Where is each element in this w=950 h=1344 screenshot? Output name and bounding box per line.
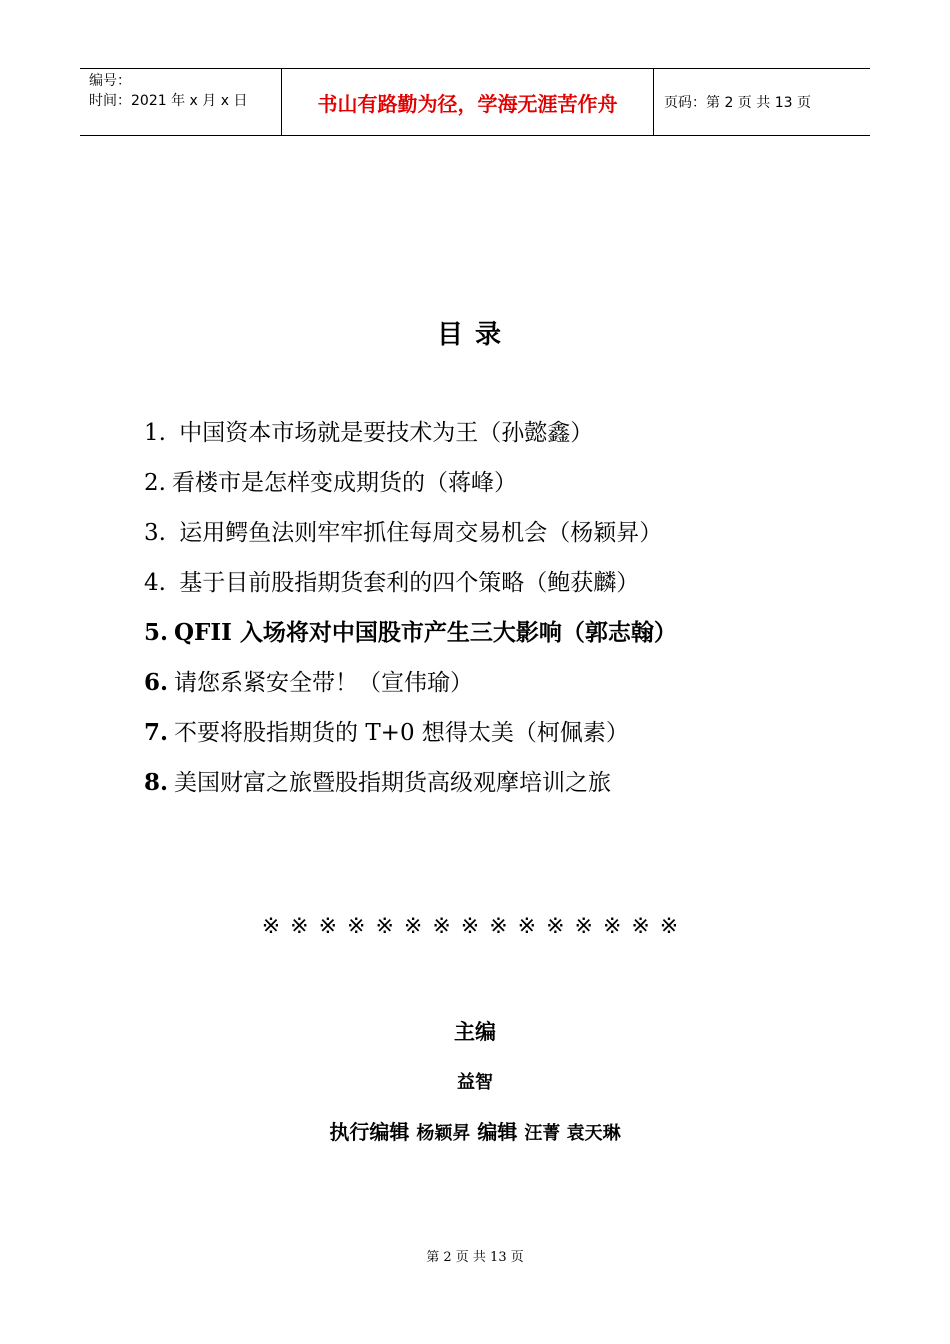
editors-line xyxy=(0,1116,950,1145)
toc-item-title: 运用鳄鱼法则牢牢抓住每周交易机会（杨颖昇） xyxy=(179,520,663,546)
toc-item[interactable] xyxy=(144,412,904,462)
toc-item-title: 看楼市是怎样变成期货的（蒋峰） xyxy=(171,470,517,496)
toc-item[interactable] xyxy=(144,712,904,762)
toc-item-number: 5. xyxy=(144,619,169,646)
toc-item-title: 不要将股指期货的 T+0 想得太美（柯佩素） xyxy=(174,720,629,746)
page-info-cell xyxy=(654,69,870,135)
toc-item[interactable] xyxy=(144,612,904,662)
toc-item-title: 请您系紧安全带！（宣伟瑜） xyxy=(174,670,474,696)
toc-item[interactable] xyxy=(144,562,904,612)
number-label: 编号： xyxy=(89,73,131,89)
toc-item-number: 4. xyxy=(144,570,166,596)
page-info-text: 页码：第 2 页 共 13 页 xyxy=(664,95,811,111)
chief-editor-label: 主编 xyxy=(454,1020,496,1044)
editor-names: 汪菁 袁天琳 xyxy=(524,1123,621,1144)
toc-item-number: 2. xyxy=(144,470,166,496)
toc-item-number: 8. xyxy=(144,769,169,796)
toc-item-title: QFII 入场将对中国股市产生三大影响（郭志翰） xyxy=(174,619,677,646)
editor-label: 编辑 xyxy=(477,1120,518,1144)
exec-editor-name: 杨颖昇 xyxy=(416,1123,471,1144)
toc-item-title: 美国财富之旅暨股指期货高级观摩培训之旅 xyxy=(174,770,612,796)
motto-text: 书山有路勤为径，学海无涯苦作舟 xyxy=(317,91,618,116)
separator-stars: ※※※※※※※※※※※※※※※ xyxy=(261,914,689,939)
toc-item-number: 1. xyxy=(144,420,166,446)
motto-cell xyxy=(281,69,654,135)
toc-item-number: 3. xyxy=(144,520,166,546)
time-label: 时间：2021 年 x 月 x 日 xyxy=(89,93,248,109)
header-meta-cell xyxy=(80,69,281,135)
exec-editor-label: 执行编辑 xyxy=(329,1120,410,1144)
header-table xyxy=(80,68,870,136)
toc-item[interactable] xyxy=(144,762,904,812)
toc-item-number: 7. xyxy=(144,719,169,746)
toc-item[interactable] xyxy=(144,662,904,712)
chief-editor-name: 益智 xyxy=(457,1072,493,1093)
page-title: 目录 xyxy=(436,320,513,350)
table-of-contents xyxy=(144,412,904,812)
toc-item-title: 中国资本市场就是要技术为王（孙懿鑫） xyxy=(179,420,594,446)
toc-item-number: 6. xyxy=(144,669,169,696)
toc-item[interactable] xyxy=(144,462,904,512)
toc-item[interactable] xyxy=(144,512,904,562)
toc-item-title: 基于目前股指期货套利的四个策略（鲍获麟） xyxy=(179,570,640,596)
page-footer: 第 2 页 共 13 页 xyxy=(426,1250,524,1265)
